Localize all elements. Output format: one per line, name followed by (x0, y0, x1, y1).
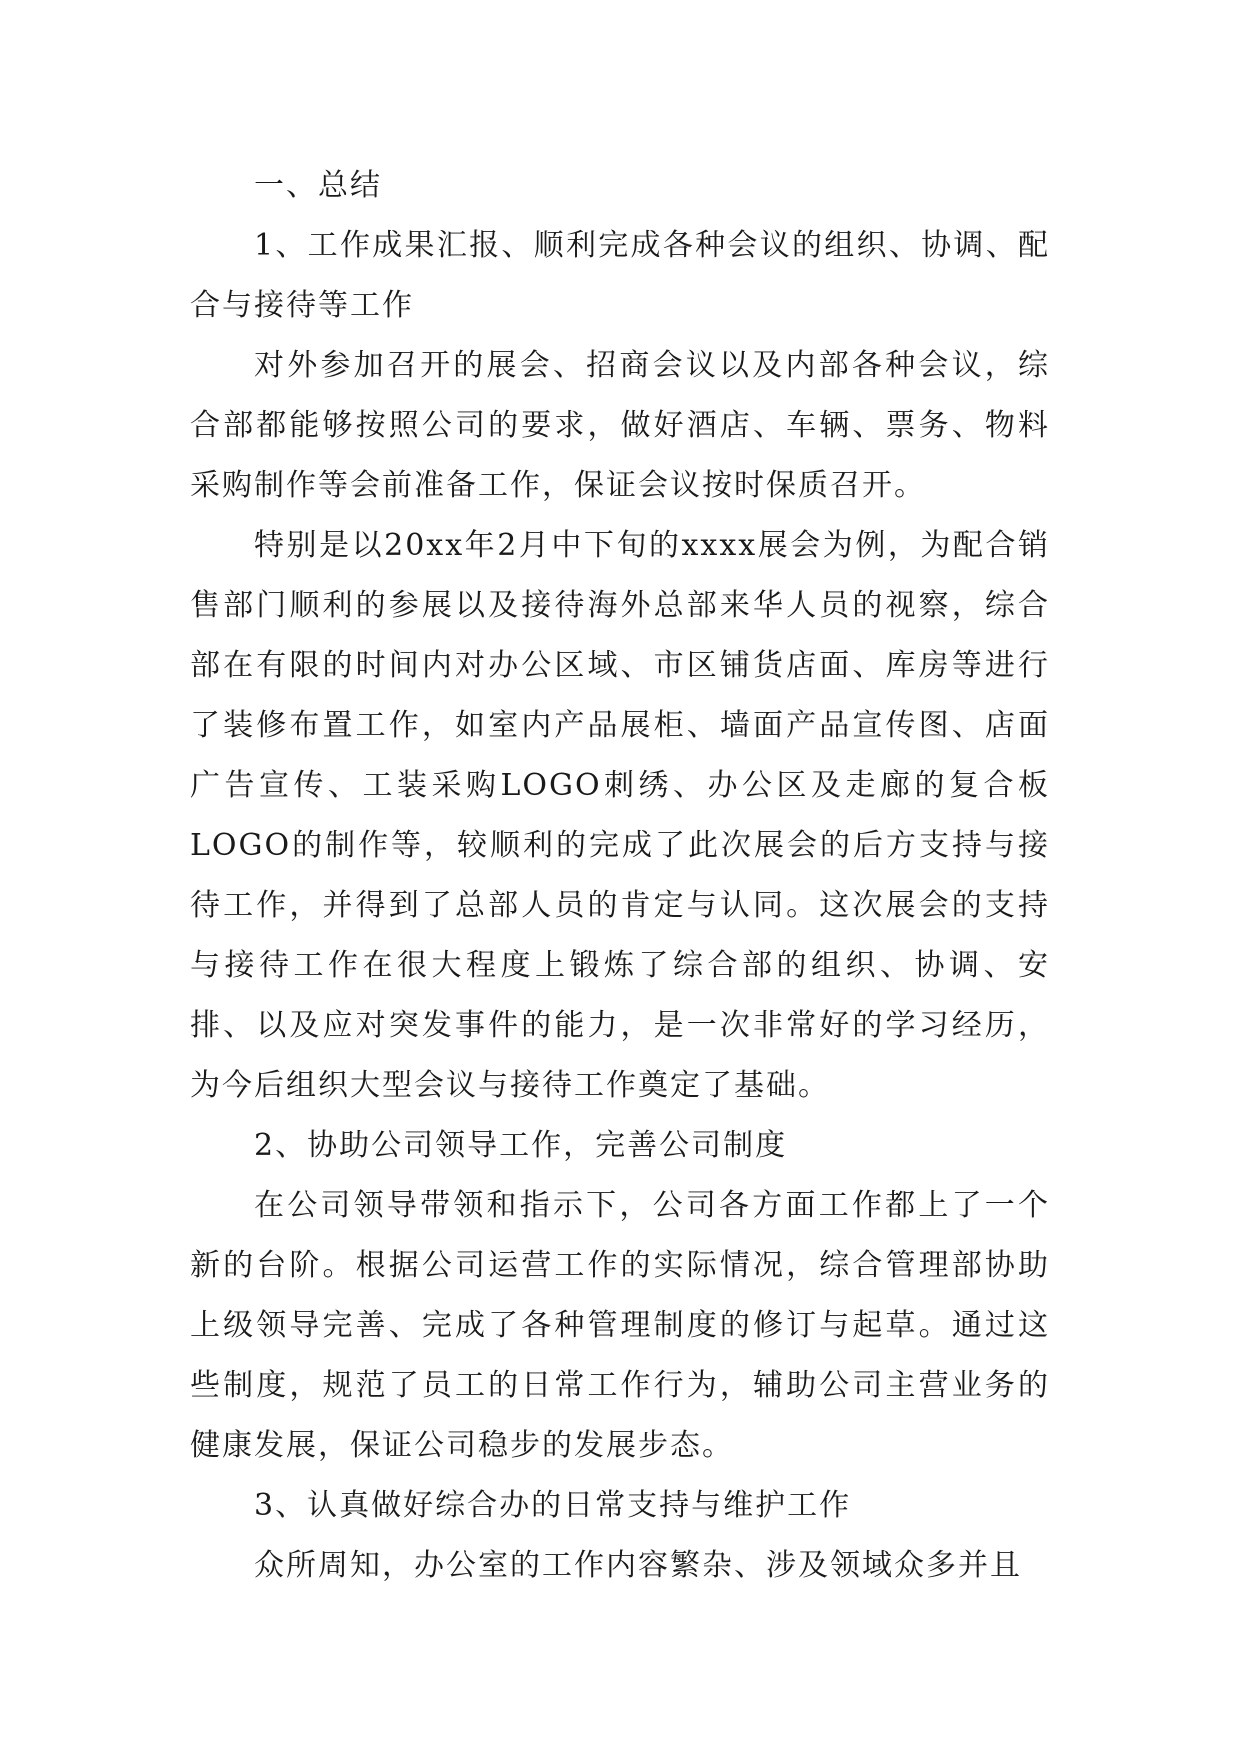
subheading-1: 1、工作成果汇报、顺利完成各种会议的组织、协调、配合与接待等工作 (190, 228, 1050, 323)
section-heading: 一、总结 (254, 168, 382, 203)
paragraph-4: 众所周知，办公室的工作内容繁杂、涉及领域众多并且 (254, 1548, 1022, 1583)
subheading-2: 2、协助公司领导工作，完善公司制度 (254, 1128, 788, 1163)
paragraph-2: 特别是以20xx年2月中下旬的xxxx展会为例，为配合销售部门顺利的参展以及接待海外总部来华人员的视察，综合部在有限的时间内对办公区域、市区铺货店面、库房等进行了装修布置工作，如室内产品展柜、墙面产品宣传图、店面广告宣传、工装采购LOGO刺绣、办公区及走廊的复合板LOGO的制作等，较顺利的完成了此次展会的后方支持与接待工作，并得到了总部人员的肯定与认同。这次展会的支持与接待工作在很大程度上锻炼了综合部的组织、协调、安排、以及应对突发事件的能力，是一次非常好的学习经历，为今后组织大型会议与接待工作奠定了基础。 (190, 528, 1050, 1103)
paragraph-1: 对外参加召开的展会、招商会议以及内部各种会议，综合部都能够按照公司的要求，做好酒店、车辆、票务、物料采购制作等会前准备工作，保证会议按时保质召开。 (190, 348, 1050, 503)
subheading-3: 3、认真做好综合办的日常支持与维护工作 (254, 1488, 852, 1523)
paragraph-3: 在公司领导带领和指示下，公司各方面工作都上了一个新的台阶。根据公司运营工作的实际情况，综合管理部协助上级领导完善、完成了各种管理制度的修订与起草。通过这些制度，规范了员工的日常工作行为，辅助公司主营业务的健康发展，保证公司稳步的发展步态。 (190, 1188, 1050, 1463)
document-body (190, 156, 1050, 1596)
